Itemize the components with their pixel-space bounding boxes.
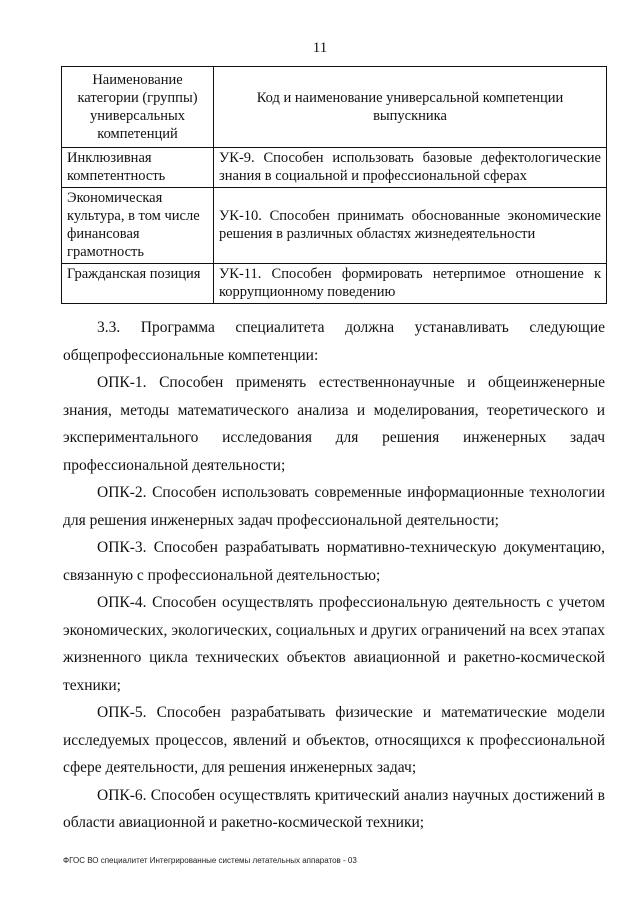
table-header-competency: Код и наименование универсальной компетенции выпускника <box>214 67 607 148</box>
competencies-table <box>61 66 607 304</box>
table-cell-category: Гражданская позиция <box>62 264 214 304</box>
paragraph-opk-4: ОПК-4. Способен осуществлять профессиональную деятельность с учетом экономических, экологических, социальных и других ограничений на всех этапах жизненного цикла технических объектов авиационной и ракетно-космической техники; <box>63 594 605 694</box>
table-row <box>62 188 607 264</box>
table-row <box>62 148 607 188</box>
table-cell-competency: УК-9. Способен использовать базовые дефектологические знания в социальной и профессиональной сферах <box>214 148 607 188</box>
paragraph-section-3-3: 3.3. Программа специалитета должна устанавливать следующие общепрофессиональные компетенции: <box>63 319 605 364</box>
page-footer: ФГОС ВО специалитет Интегрированные системы летательных аппаратов - 03 <box>63 856 357 865</box>
table-cell-category: Инклюзивная компетентность <box>62 148 214 188</box>
table-header-row <box>62 67 607 148</box>
table-cell-category: Экономическая культура, в том числе финансовая грамотность <box>62 188 214 264</box>
body-text <box>63 314 605 837</box>
table-cell-competency: УК-10. Способен принимать обоснованные экономические решения в различных областях жизнедеятельности <box>214 188 607 264</box>
table-cell-competency: УК-11. Способен формировать нетерпимое отношение к коррупционному поведению <box>214 264 607 304</box>
paragraph-opk-1: ОПК-1. Способен применять естественнонаучные и общеинженерные знания, методы математического анализа и моделирования, теоретического и экспериментального исследования для решения инженерных задач профессиональной деятельности; <box>63 374 605 474</box>
table-header-category: Наименование категории (группы) универсальных компетенций <box>62 67 214 148</box>
table-row <box>62 264 607 304</box>
paragraph-opk-5: ОПК-5. Способен разрабатывать физические и математические модели исследуемых процессов, явлений и объектов, относящихся к профессиональной сфере деятельности, для решения инженерных задач; <box>63 704 605 776</box>
page-number: 11 <box>312 40 328 56</box>
paragraph-opk-6: ОПК-6. Способен осуществлять критический анализ научных достижений в области авиационной и ракетно-космической техники; <box>63 786 605 831</box>
paragraph-opk-2: ОПК-2. Способен использовать современные информационные технологии для решения инженерных задач профессиональной деятельности; <box>63 484 605 529</box>
paragraph-opk-3: ОПК-3. Способен разрабатывать нормативно-техническую документацию, связанную с профессиональной деятельностью; <box>63 539 605 584</box>
